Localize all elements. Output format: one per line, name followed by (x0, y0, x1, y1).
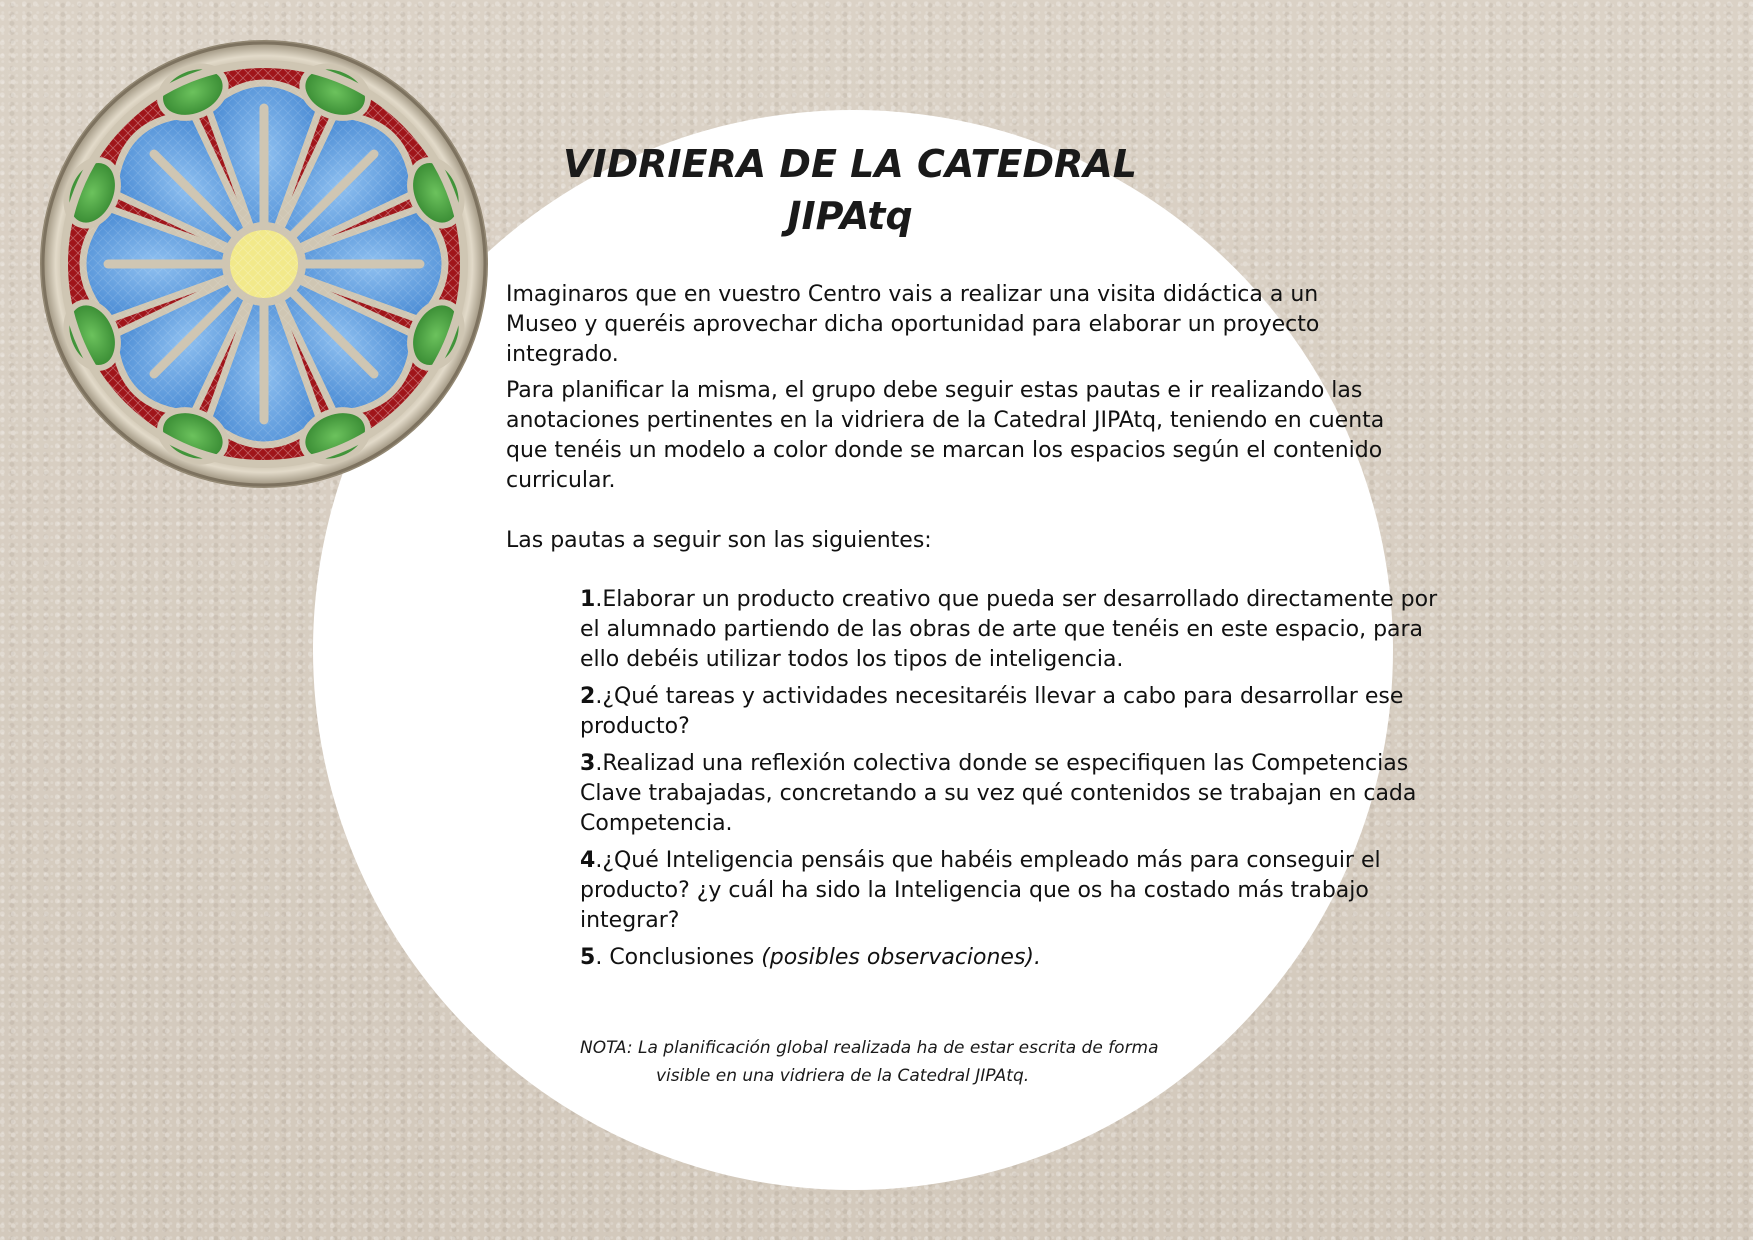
list-item: 2.¿Qué tareas y actividades necesitaréis llevar a cabo para desarrollar ese producto? (580, 684, 1404, 739)
step-text: Conclusiones (609, 945, 762, 970)
steps-list (580, 585, 1440, 980)
intro-paragraph-2: Para planificar la misma, el grupo debe seguir estas pautas e ir realizando las anotaciones pertinentes en la vidriera de la Catedral JIPAtq, teniendo en cuenta que tenéis un modelo a color donde se marcan los espacios según el contenido curricular. (506, 378, 1385, 493)
step-text: Elaborar un producto creativo que pueda ser desarrollado directamente por el alumnado partiendo de las obras de arte que tenéis en este espacio, para ello debéis utilizar todos los tipos de inteligencia. (580, 587, 1438, 672)
step-number: 3 (580, 751, 596, 776)
intro-paragraph-1: Imaginaros que en vuestro Centro vais a realizar una visita didáctica a un Museo y queréis aprovechar dicha oportunidad para elaborar un proyecto integrado. (506, 282, 1320, 367)
note-line-1: NOTA: La planificación global realizada ha de estar escrita de forma (580, 1038, 1159, 1058)
title-line-1: VIDRIERA DE LA CATEDRAL (563, 142, 1137, 186)
note-footer (580, 1034, 1260, 1090)
intro-section (506, 280, 1386, 502)
pautas-lead: Las pautas a seguir son las siguientes: (506, 528, 932, 553)
rose-window-illustration (38, 38, 490, 490)
title-line-2: JIPAtq (787, 194, 913, 238)
page-title (560, 138, 1140, 242)
note-line-2: visible en una vidriera de la Catedral JIPAtq. (656, 1066, 1030, 1086)
list-item: 1.Elaborar un producto creativo que pueda ser desarrollado directamente por el alumnado partiendo de las obras de arte que tenéis en este espacio, para ello debéis utilizar todos los tipos de inteligencia. (580, 587, 1438, 672)
step-number: 4 (580, 848, 596, 873)
step-text: ¿Qué tareas y actividades necesitaréis llevar a cabo para desarrollar ese producto? (580, 684, 1404, 739)
step-number: 1 (580, 587, 596, 612)
list-item: 4.¿Qué Inteligencia pensáis que habéis empleado más para conseguir el producto? ¿y cuál ha sido la Inteligencia que os ha costado más trabajo integrar? (580, 848, 1381, 933)
list-item: 5. Conclusiones (posibles observaciones). (580, 945, 1042, 970)
step-text: ¿Qué Inteligencia pensáis que habéis empleado más para conseguir el producto? ¿y cuál ha sido la Inteligencia que os ha costado más trabajo integrar? (580, 848, 1381, 933)
list-item: 3.Realizad una reflexión colectiva donde se especifiquen las Competencias Clave trabajadas, concretando a su vez qué contenidos se trabajan en cada Competencia. (580, 751, 1417, 836)
step-number: 5 (580, 945, 596, 970)
step-text: Realizad una reflexión colectiva donde se especifiquen las Competencias Clave trabajadas, concretando a su vez qué contenidos se trabajan en cada Competencia. (580, 751, 1417, 836)
step-number: 2 (580, 684, 596, 709)
step-note: (posibles observaciones). (761, 945, 1042, 970)
